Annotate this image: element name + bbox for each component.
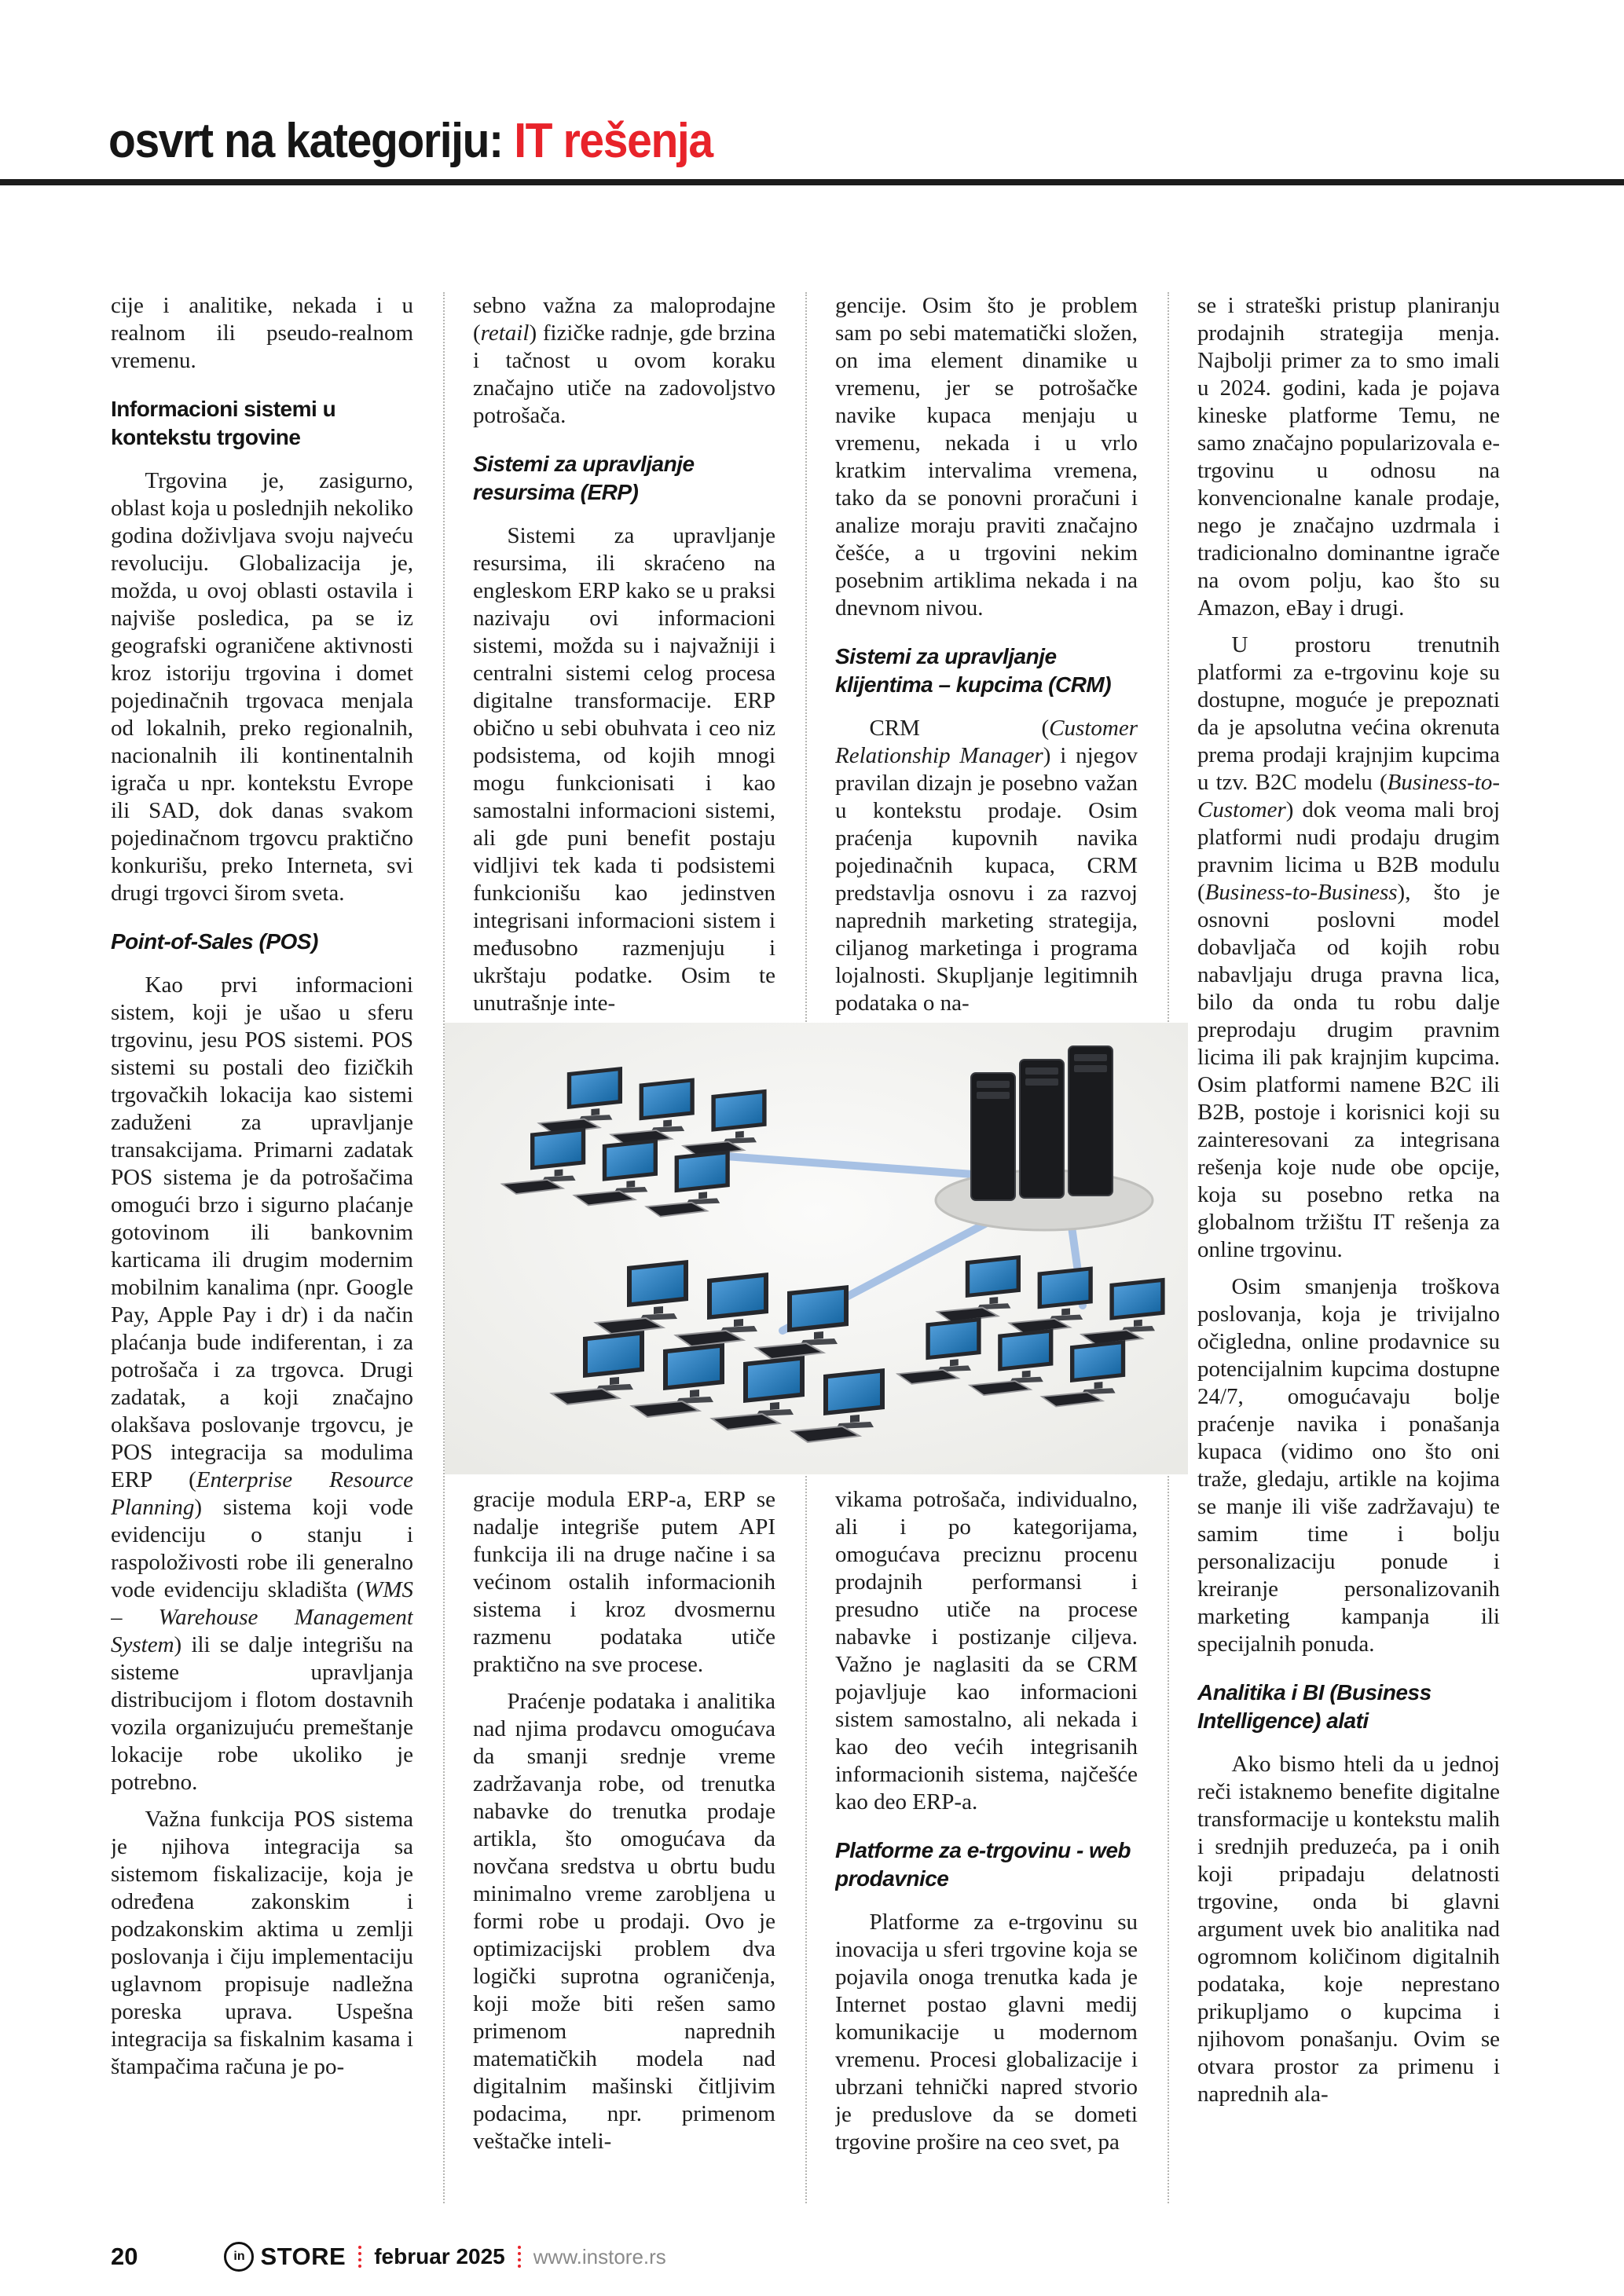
section-heading: Sistemi za upravljanje resursima (ERP) [473,452,695,504]
section-heading: Informacioni sistemi u kontekstu trgovine [111,397,336,449]
column-4 [1197,292,1500,2206]
body-paragraph: vikama potrošača, individualno, ali i po kategorijama, omogućava preciznu procenu prodajnih performansi i presudno utiče na procese nabavke i postizanje ciljeva. Važno je naglasiti da se CRM pojavljuje kao informacioni sistem samostalno, ali nekada i kao deo većih integrisanih informacionih sistema, najčešće kao deo ERP-a. [835,1487,1138,1814]
body-paragraph: Kao prvi informacioni sistem, koji je ušao u sferu trgovinu, jesu POS sistemi. POS sistemi su postali deo fizičkih trgovačkih lokacija kao sistemi zaduženi za upravljanje transakcijama. Primarni zadatak POS sistema je da potrošačima omogući brzo i sigurno plaćanje gotovinom ili bankovnim karticama ili drugim modernim mobilnim kanalima (npr. Google Pay, Apple Pay i dr) i da način plaćanja bude indiferentan, i za potrošača i za trgovca. Drugi zadatak, a koji značajno olakšava poslovanje trgovcu, je POS integracija sa modulima ERP (Enterprise Resource Planning) sistema koji vode evidenciju o stanju i raspoloživosti robe ili generalno vode evidenciju skladišta (WMS – Warehouse Management System) ili se dalje integrišu na sisteme upravljanja distribucijom i flotom dostavnih vozila organizujuću premeštanje lokacije robe ukoliko je potrebno. [111,972,413,1795]
column-3-lower [835,1486,1138,2205]
body-paragraph: se i strateški pristup planiranju prodajnih strategija menja. Najbolji primer za to smo imali u 2024. godini, kada je pojava kineske platforme Temu, ne samo značajno popularizovala e-trgovinu u odnosu na konvencionalne kanale prodaje, nego je značajno uzdrmala i tradicionalno dominantne igrače na ovom polju, kao što su Amazon, eBay i drugi. [1197,293,1500,621]
body-paragraph: Praćenje podataka i analitika nad njima prodavcu omogućava da smanji srednje vreme zadržavanja robe, od trenutka nabavke do trenutka prodaje artikla, što omogućava da novčana sredstva u obrtu budu minimalno vreme zarobljena u formi robe u prodaji. Ovo je optimizacijski problem dva logički suprotna ograničenja, koji može biti rešen samo primenom naprednih matematičkih modela nad digitalnim mašinski čitljivim podacima, npr. primenom veštačke inteli- [473,1689,775,2154]
column-2-upper [473,292,775,1023]
body-paragraph: Trgovina je, zasigurno, oblast koja u poslednjih nekoliko godina doživljava svoju najveću revoluciju. Globalizacija je, možda, u ovoj oblasti ostavila i najviše posledica, pa se iz geografski ograničene aktivnosti kroz istoriju trgovina i domet pojedinačnih trgovaca menjala od lokalnih, preko regionalnih, nacionalnih ili kontinentalnih igrača u npr. kontekstu Evrope ili SAD, dok danas svakom pojedinačnom trgovcu praktično konkurišu, preko Interneta, svi drugi trgovci širom sveta. [111,468,413,906]
section-heading: Platforme za e-trgovinu - web prodavnice [835,1838,1131,1891]
footer-divider [518,2246,521,2268]
body-paragraph: cije i analitike, nekada i u realnom ili pseudo-realnom vremenu. [111,293,413,373]
website-url: www.instore.rs [533,2244,666,2269]
body-paragraph: gencije. Osim što je problem sam po sebi matematički složen, on ima element dinamike u vremenu, jer se potrošačke navike kupaca menjaju u vremenu, nekada i u vrlo kratkim intervalima vremena, tako da se ponovni proračuni i analize moraju praviti značajno češće, a u trgovini nekim posebnim artiklima nekada i na dnevnom nivou. [835,293,1138,621]
page-title [108,113,713,169]
body-paragraph: Osim smanjenja troškova poslovanja, koja je trivijalno očigledna, online prodavnice su potencijalnim kupcima dostupne 24/7, omogućavaju bolje praćenje navika i ponašanja kupaca (vidimo ono što oni traže, gledaju, artikle na kojima se manje ili više zadržavaju) te samim time i bolju personalizaciju ponude i kreiranje personalizovanih marketing kampanja ili specijalnih ponuda. [1197,1274,1500,1657]
network-illustration [445,1023,1188,1474]
magazine-name: STORE [260,2243,346,2270]
section-heading: Analitika i BI (Business Intelligence) alati [1197,1680,1432,1733]
body-paragraph: Platforme za e-trgovinu su inovacija u sferi trgovine koja se pojavila onoga trenutka kada je Internet postao glavni medij komunikacije u modernom vremenu. Procesi globalizacije i ubrzani tehnički napred stvorio je preduslove da se dometi trgovine prošire na ceo svet, pa [835,1910,1138,2155]
page-number: 20 [111,2243,138,2270]
section-heading: Sistemi za upravljanje klijentima – kupcima (CRM) [835,644,1112,697]
header-rule [0,179,1624,185]
issue-date: februar 2025 [374,2244,505,2269]
body-paragraph: Važna funkcija POS sistema je njihova integracija sa sistemom fiskalizacije, koja je određena zakonskim i podzakonskim aktima u zemlji poslovanja i čiju implementaciju uglavnom propisuje nadležna poreska uprava. Uspešna integracija sa fiskalnim kasama i štampačima računa je po- [111,1807,413,2079]
body-paragraph: gracije modula ERP-a, ERP se nadalje integriše putem API funkcija ili na druge načine i sa većinom ostalih informacionih sistema i kroz dvosmernu razmenu podataka utiče praktično na sve procese. [473,1487,775,1677]
page-footer [111,2237,1513,2276]
network-illustration-svg [445,1023,1188,1474]
section-heading: Point-of-Sales (POS) [111,929,318,954]
instore-logo [224,2242,346,2272]
column-3-upper [835,292,1138,1023]
body-paragraph: sebno važna za maloprodajne (retail) fizičke radnje, gde brzina i tačnost u ovom koraku značajno utiče na zadovoljstvo potrošača. [473,293,775,428]
body-paragraph: U prostoru trenutnih platformi za e-trgovinu koje su dostupne, moguće je prepoznati da je apsolutna većina okrenuta prema prodaji krajnjim kupcima u tzv. B2C modelu (Business-to-Customer) dok veoma mali broj platformi nudi prodaju drugim pravnim licima u B2B modulu (Business-to-Business), što je osnovni poslovni model dobavljača od kojih robu nabavljaju druga pravna lica, bilo da onda tu robu dalje preprodaju drugim pravnim licima ili pak krajnjim kupcima. Osim platformi namene B2C ili B2B, postoje i korisnici koji su zainteresovani za integrisana rešenja koje nude obe opcije, koja su posebno retka na globalnom tržištu IT rešenja za online trgovinu. [1197,632,1500,1262]
body-paragraph: CRM (Customer Relationship Manager) i njegov pravilan dizajn je posebno važan u kontekstu prodaje. Osim praćenja kupovnih navika pojedinačnih kupaca, CRM predstavlja osnovu i za razvoj naprednih marketing strategija, ciljanog marketinga i programa lojalnosti. Skupljanje legitimnih podataka o na- [835,716,1138,1016]
column-1 [111,292,413,2206]
footer-divider [358,2246,361,2268]
column-2-lower [473,1486,775,2205]
in-circle-icon: in [224,2242,254,2272]
category-value: IT rešenja [514,114,713,168]
category-label: osvrt na kategoriju: [108,114,503,168]
body-paragraph: Ako bismo hteli da u jednoj reči istaknemo benefite digitalne transformacije u kontekstu malih i srednjih preduzeća, pa i onih koji pripadaju delatnosti trgovine, onda bi glavni argument uvek bio analitika nad ogromnom količinom digitalnih podataka, koje neprestano prikupljamo o kupcima i njihovom ponašanju. Ovim se otvara prostor za primenu i naprednih ala- [1197,1752,1500,2107]
body-paragraph: Sistemi za upravljanje resursima, ili skraćeno na engleskom ERP kako se u praksi nazivaju ovi informacioni sistemi, možda su i najvažniji i centralni sistemi celog procesa digitalne transformacije. ERP obično u sebi obuhvata i ceo niz podsistema, od kojih mnogi mogu funkcionisati i kao samostalni informacioni sistemi, ali gde puni benefit postaju vidljivi tek kada ti podsistemi funkcionišu kao jedinstven integrisani informacioni sistem i međusobno razmenjuju i ukrštaju podatke. Osim te unutrašnje inte- [473,523,775,1016]
